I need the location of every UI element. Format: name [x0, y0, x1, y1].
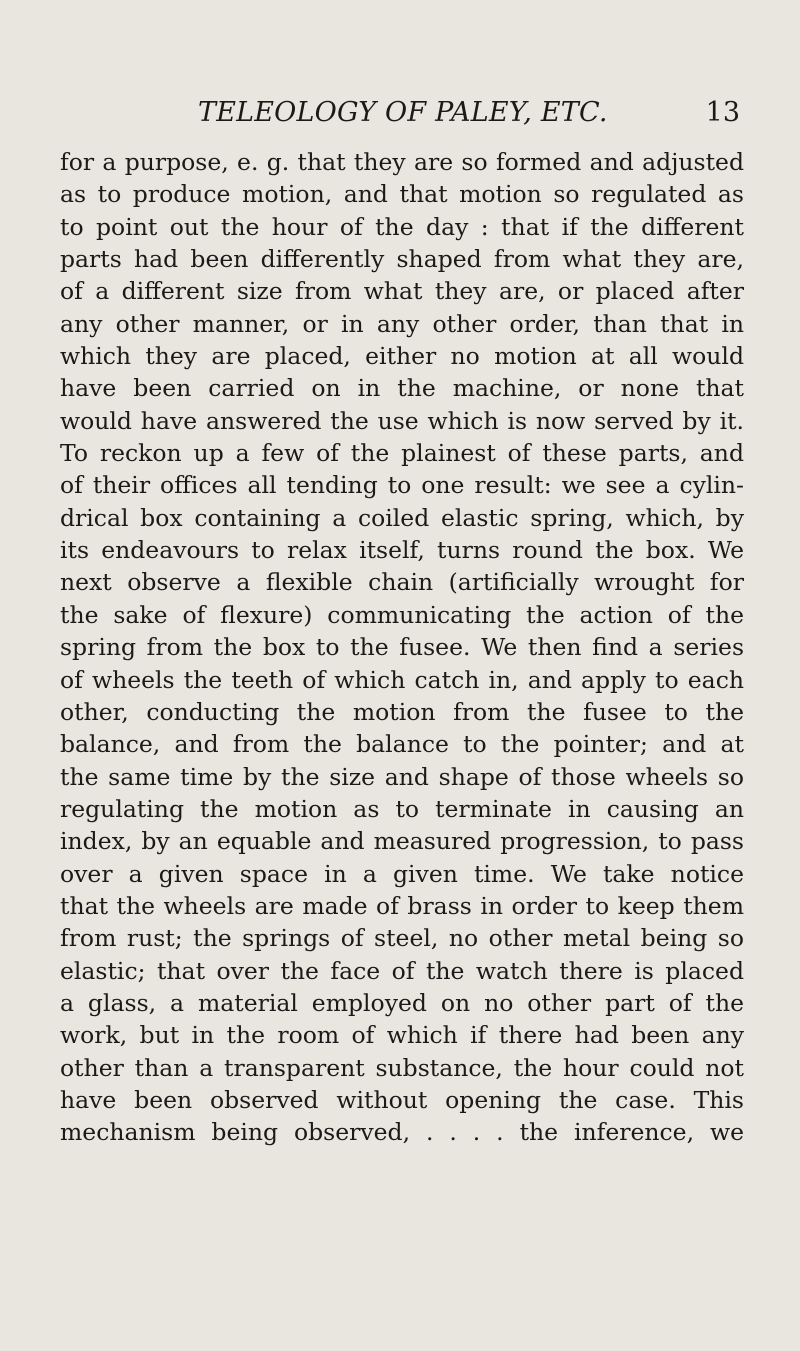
text-line: index, by an equable and measured progression, to pass — [60, 827, 744, 856]
running-title: TELEOLOGY OF PALEY, ETC. — [198, 97, 608, 128]
text-line: over a given space in a given time. We take notice — [60, 859, 744, 888]
running-head — [60, 96, 740, 130]
text-line: mechanism being observed, . . . . the inference, we — [60, 1118, 744, 1147]
text-line: have been observed without opening the case. This — [60, 1085, 744, 1114]
text-line: for a purpose, e. g. that they are so formed and adjusted — [60, 148, 744, 176]
text-line: its endeavours to relax itself, turns round the box. We — [60, 536, 744, 565]
text-line: of a different size from what they are, or placed after — [60, 277, 744, 306]
text-line: of their offices all tending to one result: we see a cylin- — [60, 471, 744, 500]
text-line: drical box containing a coiled elastic spring, which, by — [60, 503, 744, 532]
text-line: balance, and from the balance to the pointer; and at — [60, 730, 744, 759]
text-line: to point out the hour of the day : that if the different — [60, 212, 744, 241]
text-line: that the wheels are made of brass in order to keep them — [60, 891, 744, 920]
text-line: other than a transparent substance, the hour could not — [60, 1053, 744, 1082]
text-line: spring from the box to the fusee. We then find a series — [60, 633, 744, 662]
text-line: the sake of flexure) communicating the action of the — [60, 600, 744, 629]
text-line: regulating the motion as to terminate in causing an — [60, 794, 744, 823]
text-line: a glass, a material employed on no other part of the — [60, 988, 744, 1017]
text-line: other, conducting the motion from the fusee to the — [60, 697, 744, 726]
text-line: any other manner, or in any other order, than that in — [60, 309, 744, 338]
text-line: of wheels the teeth of which catch in, and apply to each — [60, 665, 744, 694]
text-line: as to produce motion, and that motion so regulated as — [60, 180, 744, 209]
text-line: To reckon up a few of the plainest of these parts, and — [60, 439, 744, 468]
text-line: would have answered the use which is now served by it. — [60, 406, 744, 435]
text-line: from rust; the springs of steel, no other metal being so — [60, 924, 744, 953]
text-line: next observe a flexible chain (artificially wrought for — [60, 568, 744, 597]
text-line: the same time by the size and shape of those wheels so — [60, 762, 744, 791]
text-line: parts had been differently shaped from what they are, — [60, 245, 744, 274]
text-line: have been carried on in the machine, or none that — [60, 374, 744, 403]
text-line: which they are placed, either no motion at all would — [60, 342, 744, 371]
body-text — [60, 146, 744, 1149]
text-line: work, but in the room of which if there had been any — [60, 1021, 744, 1050]
page-number: 13 — [705, 97, 740, 128]
text-line: elastic; that over the face of the watch there is placed — [60, 956, 744, 985]
